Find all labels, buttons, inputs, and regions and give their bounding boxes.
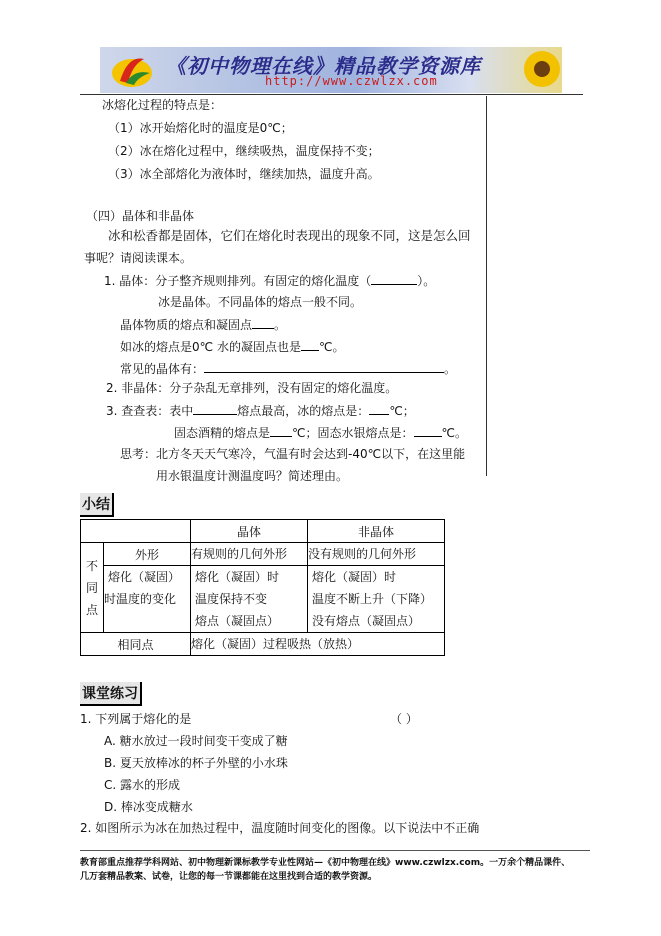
summary-label: 小结 [80, 493, 114, 517]
header-crystal: 晶体 [191, 520, 308, 543]
footer-line1: 教育部重点推荐学科网站、初中物理新课标教学专业性网站—《初中物理在线》www.czwlzx.com。一万余个精品课件、 [80, 858, 571, 868]
temp-change-crystal: 熔化（凝固）时 温度保持不变 熔点（凝固点） [191, 566, 308, 633]
margin-line [486, 96, 487, 476]
site-logo-icon [110, 51, 154, 89]
banner-title: 《初中物理在线》精品教学资源库 [166, 54, 481, 78]
shape-crystal: 有规则的几何外形 [191, 543, 308, 566]
footer-line2: 几万套精品教案、试卷，让您的每一节课都能在这里找到合适的教学资源。 [80, 872, 378, 882]
banner-url: http://www.czwlzx.com [265, 74, 438, 88]
think-line2: 用水银温度计测温度吗？简述理由。 [156, 469, 349, 483]
temp-change-label: 熔化（凝固） 时温度的变化 [104, 566, 191, 633]
section-intro-line2: 事呢？请阅读课本。 [84, 251, 193, 265]
question-1-answer-paren: （ ） [390, 712, 418, 726]
practice-label: 课堂练习 [80, 682, 142, 706]
shape-label: 外形 [104, 543, 191, 566]
crystal-item: 1. 晶体：分子整齐规则排列。有固定的熔化温度（ ）。 [104, 274, 436, 288]
ice-melting-heading: 冰熔化过程的特点是： [102, 98, 223, 112]
temp-change-amorphous: 熔化（凝固）时 温度不断上升（下降） 没有熔点（凝固点） [308, 566, 445, 633]
section-heading: （四）晶体和非晶体 [86, 209, 195, 223]
shape-amorphous: 没有规则的几何外形 [308, 543, 445, 566]
summary-table [80, 519, 445, 656]
header-divider [80, 94, 583, 95]
footer [80, 856, 590, 884]
common-text: 熔化（凝固）过程吸热（放热） [191, 633, 445, 656]
crystal-line3: 晶体物质的熔点和凝固点 。 [120, 318, 287, 332]
question-2: 2. 如图所示为冰在加热过程中，温度随时间变化的图像。以下说法中不正确 [80, 821, 480, 835]
crystal-line4: 如冰的熔点是0℃ 水的凝固点也是 ℃。 [120, 340, 345, 354]
crystal-line2: 冰是晶体。不同晶体的熔点一般不同。 [158, 295, 363, 309]
crystal-line5: 常见的晶体有： 。 [120, 362, 457, 376]
option-c: C. 露水的形成 [104, 778, 181, 792]
lookup-item: 3. 查查表：表中 熔点最高，冰的熔点是： ℃； [106, 404, 415, 418]
amorphous-item: 2. 非晶体：分子杂乱无章排列，没有固定的熔化温度。 [106, 381, 398, 395]
sunflower-decoration-icon [512, 47, 562, 93]
section-intro-line1: 冰和松香都是固体，它们在熔化时表现出的现象不同，这是怎么回 [108, 228, 471, 243]
question-1: 1. 下列属于熔化的是 [80, 712, 192, 726]
ice-point-1: （1）冰开始熔化时的温度是0℃； [108, 121, 293, 135]
option-b: B. 夏天放棒冰的杯子外壁的小水珠 [104, 756, 288, 770]
option-a: A. 糖水放过一段时间变干变成了糖 [104, 734, 288, 748]
ice-point-3: （3）冰全部熔化为液体时，继续加热，温度升高。 [108, 167, 380, 181]
option-d: D. 棒冰变成糖水 [104, 800, 193, 814]
ice-point-2: （2）冰在熔化过程中，继续吸热，温度保持不变； [108, 144, 380, 158]
header-amorphous: 非晶体 [308, 520, 445, 543]
think-line1: 思考：北方冬天天气寒冷，气温有时会达到-40℃以下，在这里能 [120, 447, 466, 461]
difference-label: 不 同 点 [81, 543, 104, 633]
common-label: 相同点 [81, 633, 191, 656]
footer-divider [80, 850, 590, 851]
lookup-line2: 固态酒精的熔点是 ℃；固态水银熔点是： ℃。 [174, 426, 467, 440]
